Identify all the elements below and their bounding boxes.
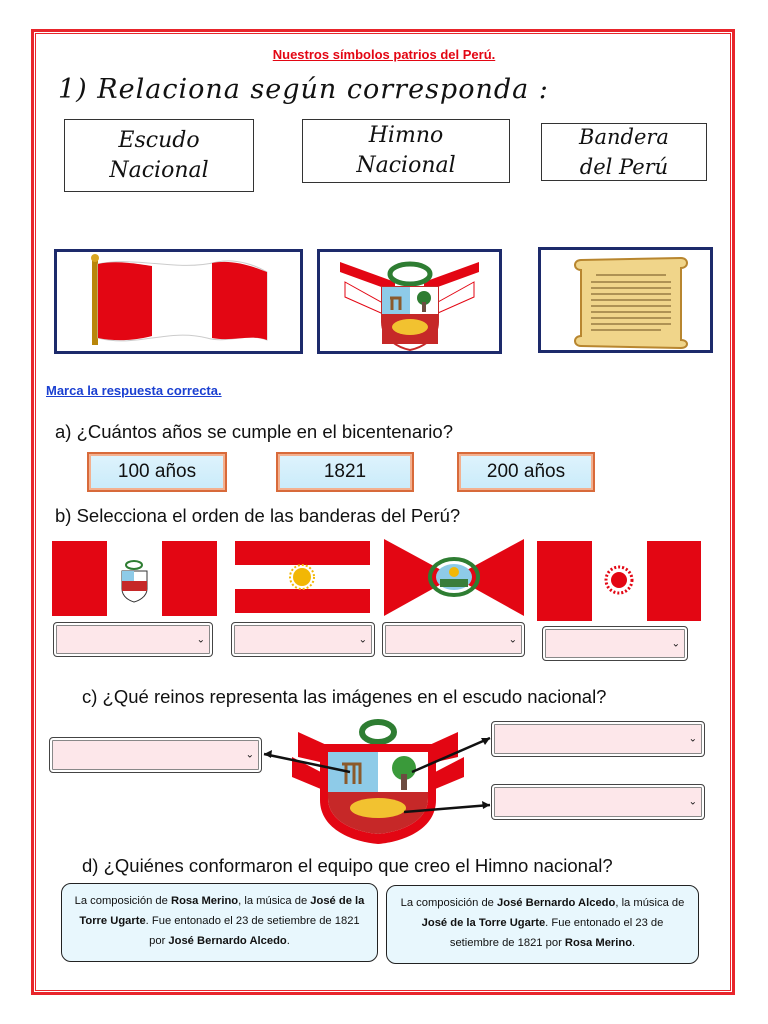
flag-1820-icon[interactable] [384,539,524,616]
image-flag[interactable] [54,249,303,354]
flag-order-select-2[interactable] [231,622,375,657]
card-name: José de la Torre Ugarte [421,917,546,929]
flag-order-select-4[interactable] [542,626,688,661]
card-name: Rosa Merino [171,895,239,907]
label-line: Nacional [109,157,209,183]
question-d: d) ¿Quiénes conformaron el equipo que creo el Himno nacional? [82,855,613,876]
label-line: Bandera [579,125,669,149]
answer-card-1[interactable] [61,883,378,962]
answer-option-1821[interactable]: 1821 [276,452,414,492]
card-text: . Fue entonado el 23 de setiembre de 1821 por [145,915,360,947]
question-c: c) ¿Qué reinos representa las imágenes en el escudo nacional? [82,686,607,707]
card-text: La composición de [74,895,171,907]
card-text: . [286,935,290,947]
question-b: b) Selecciona el orden de las banderas del Perú? [55,505,461,526]
card-text: . [632,937,636,949]
card-name: José Bernardo Alcedo [497,897,616,909]
answer-option-200[interactable]: 200 años [457,452,595,492]
flag-order-select-1[interactable] [53,622,213,657]
kingdom-select-left[interactable] [49,737,262,773]
chevron-down-icon: ⌄ [508,633,517,645]
page-title: Nuestros símbolos patrios del Perú. [272,47,496,62]
question-1: 1) Relaciona según corresponda : [58,74,549,105]
coat-of-arms-icon [320,252,499,351]
waving-flag-icon [57,252,300,351]
question-a: a) ¿Cuántos años se cumple en el bicentenario? [55,421,453,442]
flag-current-icon[interactable] [52,541,217,616]
chevron-down-icon: ⌄ [671,637,680,649]
chevron-down-icon: ⌄ [196,633,205,645]
flag-order-select-3[interactable] [382,622,525,657]
card-text: . Fue entonado el 23 de setiembre de 1821 por [449,917,664,949]
chevron-down-icon: ⌄ [688,733,697,745]
card-text: La composición de [400,897,498,909]
card-name: José Bernardo Alcedo [168,935,287,947]
image-anthem-scroll[interactable] [538,247,713,353]
card-name: Rosa Merino [564,937,633,949]
label-bandera[interactable] [541,123,707,181]
kingdom-select-bottom-right[interactable] [491,784,705,820]
instruction-link[interactable]: Marca la respuesta correcta. [46,383,222,398]
label-line: Escudo [118,127,200,153]
label-line: Nacional [356,153,456,178]
label-line: del Perú [579,155,669,179]
flag-1822-sun-icon[interactable] [537,541,701,621]
scroll-icon [541,250,710,350]
card-text: , la música de [615,897,685,909]
flag-1822-icon[interactable] [235,541,370,613]
chevron-down-icon: ⌄ [245,749,254,761]
label-escudo[interactable] [64,119,254,192]
card-text: , la música de [238,895,311,907]
card-name: José de la Torre Ugarte [79,895,365,927]
chevron-down-icon: ⌄ [688,796,697,808]
kingdom-select-top-right[interactable] [491,721,705,757]
chevron-down-icon: ⌄ [358,633,367,645]
answer-card-2[interactable] [386,885,699,964]
label-line: Himno [368,123,444,148]
label-himno[interactable] [302,119,510,183]
answer-option-100[interactable]: 100 años [87,452,227,492]
coat-of-arms-diagram [262,712,494,847]
image-coat-of-arms[interactable] [317,249,502,354]
